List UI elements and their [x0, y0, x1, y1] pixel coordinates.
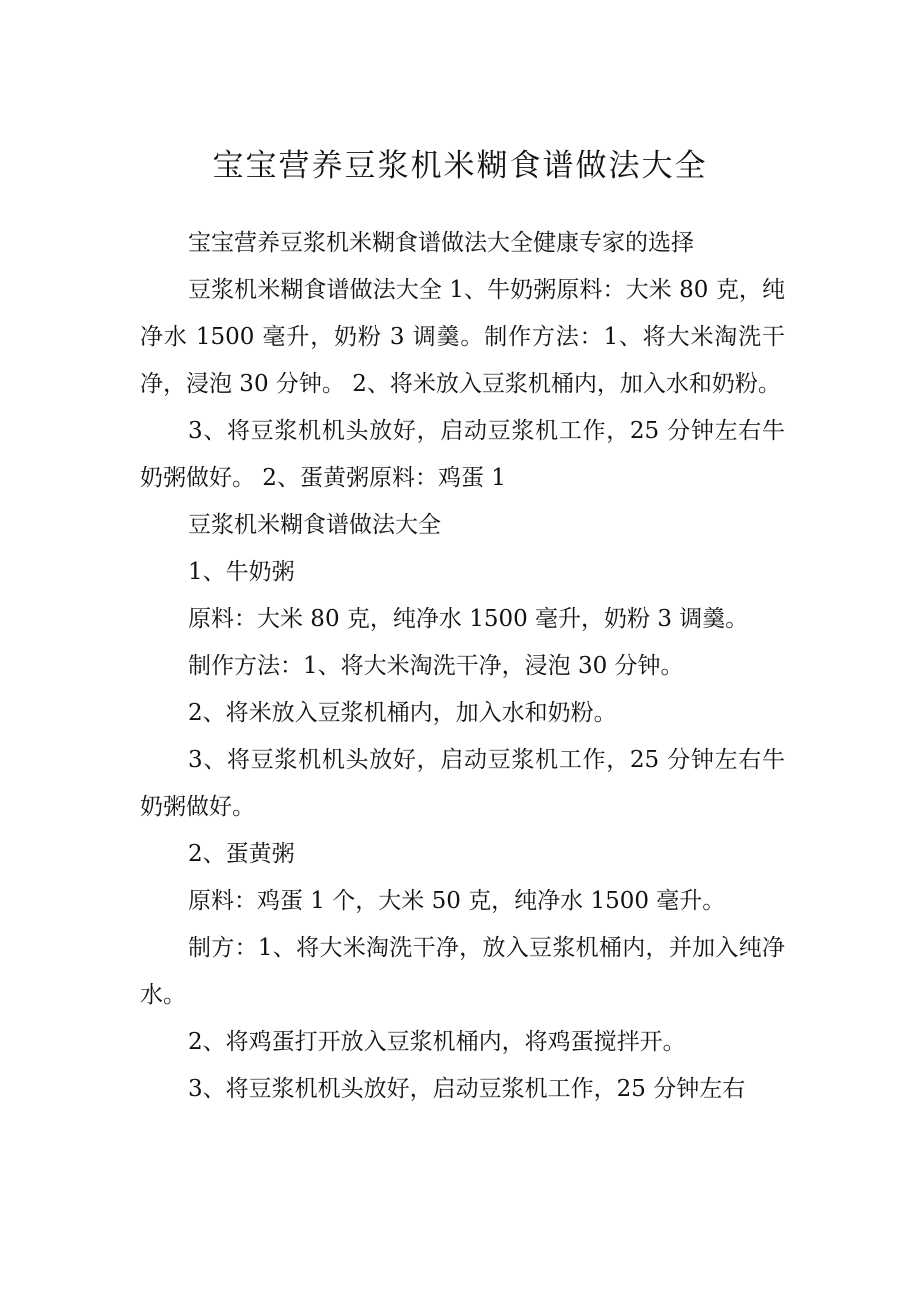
method-step-2: 2、将米放入豆浆机桶内，加入水和奶粉。 — [188, 700, 617, 726]
paragraph-summary-step3: 3、将豆浆机机头放好，启动豆浆机工作，25 分钟左右牛奶粥做好。 2、蛋黄粥原料：鸡蛋 1 — [140, 418, 785, 491]
ingredients-yolk-porridge: 原料：鸡蛋 1 个，大米 50 克，纯净水 1500 毫升。 — [188, 888, 726, 914]
paragraph-intro: 宝宝营养豆浆机米糊食谱做法大全健康专家的选择 — [188, 230, 694, 256]
yolk-method-step-3: 3、将豆浆机机头放好，启动豆浆机工作，25 分钟左右 — [188, 1076, 746, 1102]
yolk-method-step-2: 2、将鸡蛋打开放入豆浆机桶内，将鸡蛋搅拌开。 — [188, 1029, 686, 1055]
document-title: 宝宝营养豆浆机米糊食谱做法大全 — [212, 148, 708, 184]
recipe-heading-milk-porridge: 1、牛奶粥 — [188, 559, 295, 585]
section-heading: 豆浆机米糊食谱做法大全 — [188, 512, 441, 538]
method-step-3: 3、将豆浆机机头放好，启动豆浆机工作，25 分钟左右牛奶粥做好。 — [140, 747, 785, 820]
paragraph-summary-milk-porridge: 豆浆机米糊食谱做法大全 1、牛奶粥原料：大米 80 克，纯净水 1500 毫升，奶粉 3 调羹。制作方法：1、将大米淘洗干净，浸泡 30 分钟。 2、将米放入豆浆机桶内，加入水和奶粉。 — [140, 277, 785, 397]
method-step-1: 制作方法：1、将大米淘洗干净，浸泡 30 分钟。 — [188, 653, 684, 679]
recipe-heading-yolk-porridge: 2、蛋黄粥 — [188, 841, 295, 867]
ingredients-milk-porridge: 原料：大米 80 克，纯净水 1500 毫升，奶粉 3 调羹。 — [188, 606, 749, 632]
yolk-method-step-1: 制方：1、将大米淘洗干净，放入豆浆机桶内，并加入纯净水。 — [140, 935, 785, 1008]
document-body — [140, 220, 785, 1113]
